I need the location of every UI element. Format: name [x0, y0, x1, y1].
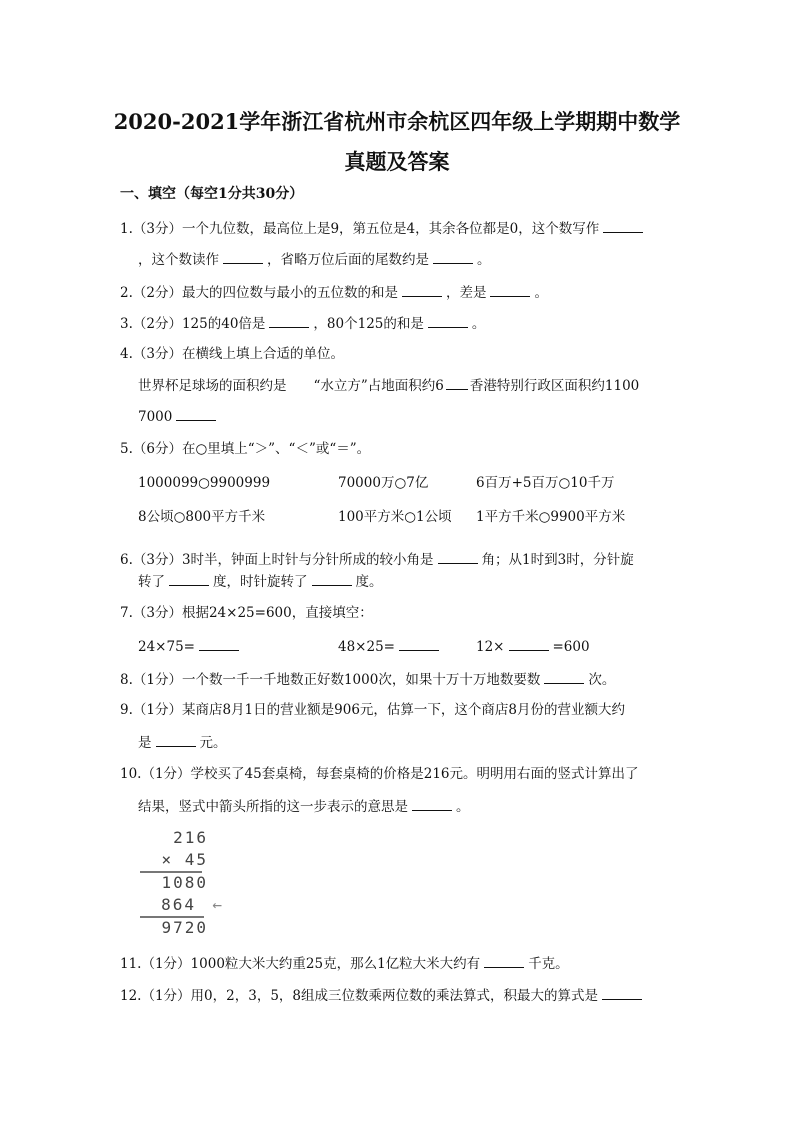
question-text: 。	[456, 799, 470, 815]
grid-cell	[138, 637, 243, 656]
question-text: 100平方米○1公顷	[338, 509, 452, 525]
question-text: 12.（1分）用0，2，3，5，8组成三位数乘两位数的乘法算式，积最大的算式是	[120, 988, 599, 1004]
question-text: 48×25=	[338, 639, 395, 655]
question-text: ，省略万位后面的尾数约是	[267, 252, 429, 268]
question-line	[138, 733, 227, 752]
question-text: 70000万○7亿	[338, 475, 429, 491]
question-text: 是	[138, 735, 152, 751]
question-line	[138, 797, 470, 816]
answer-blank	[269, 314, 309, 328]
arrow-left-icon: ←	[212, 895, 224, 914]
question-text: 世界杯足球场的面积约是 “水立方”占地面积约6	[138, 378, 444, 394]
question-text: 2.（2分）最大的四位数与最小的五位数的和是	[120, 285, 398, 301]
question-line	[138, 376, 639, 395]
question-text: 6.（3分）3时半，钟面上时针与分针所成的较小角是	[120, 552, 434, 568]
answer-blank	[544, 670, 584, 684]
section-heading: 一、填空（每空1分共30分）	[120, 186, 304, 202]
question-text: ，这个数读作	[138, 252, 219, 268]
question-text: 次。	[588, 672, 616, 688]
question-text: 千克。	[528, 956, 569, 972]
grid-cell	[476, 508, 625, 526]
question-text: 12×	[476, 639, 505, 655]
calc-partial-2: 864	[161, 895, 196, 914]
question-line	[120, 765, 639, 783]
answer-blank	[199, 637, 239, 651]
question-line	[120, 604, 373, 622]
question-text: 度，时针旋转了	[213, 574, 308, 590]
question-text: ，80个125的和是	[313, 316, 424, 332]
question-text: 1.（3分）一个九位数，最高位上是9，第五位是4，其余各位都是0，这个数写作	[120, 221, 600, 237]
answer-blank	[490, 283, 530, 297]
question-text: 1000099○9900999	[138, 475, 271, 491]
answer-blank	[428, 314, 468, 328]
answer-blank	[438, 550, 478, 564]
question-text: 。	[477, 252, 491, 268]
question-line	[120, 283, 548, 302]
document-title-line-2: 真题及答案	[344, 149, 450, 174]
grid-cell	[138, 508, 265, 526]
answer-blank	[602, 986, 642, 1000]
grid-cell	[338, 474, 428, 492]
question-line	[138, 572, 383, 591]
question-text: 。	[534, 285, 548, 301]
grid-cell	[476, 474, 614, 492]
question-text: 9.（1分）某商店8月1日的营业额是906元，估算一下，这个商店8月份的营业额大约	[120, 702, 626, 718]
answer-blank	[412, 797, 452, 811]
question-text: 5.（6分）在○里填上“＞”、“＜”或“＝”。	[120, 441, 371, 457]
answer-blank	[402, 283, 442, 297]
question-text: 7000	[138, 409, 173, 425]
answer-blank	[446, 376, 468, 390]
grid-cell	[338, 637, 443, 656]
answer-blank	[603, 219, 643, 233]
vertical-multiplication	[138, 828, 224, 938]
question-line	[120, 670, 615, 689]
question-text: 。	[471, 316, 486, 332]
grid-cell	[138, 474, 270, 492]
answer-blank	[433, 250, 473, 264]
question-text: 8.（1分）一个数一千一千地数正好数1000次，如果十万十万地数要数	[120, 672, 541, 688]
answer-blank	[223, 250, 263, 264]
question-line	[120, 345, 344, 363]
question-text: 6百万+5百万○10千万	[476, 475, 615, 491]
question-line	[138, 250, 491, 269]
question-text: 3.（2分）125的40倍是	[120, 316, 266, 332]
calc-product: 9720	[161, 918, 208, 937]
answer-blank	[509, 637, 549, 651]
question-text: 11.（1分）1000粒大米大约重25克，那么1亿粒大米大约有	[120, 956, 481, 972]
question-text: 7.（3分）根据24×25=600，直接填空：	[120, 605, 373, 621]
question-line	[120, 701, 625, 719]
question-text: 转了	[138, 574, 165, 590]
question-text: 10.（1分）学校买了45套桌椅，每套桌椅的价格是216元。明明用右面的竖式计算出了	[120, 766, 639, 782]
question-line	[138, 407, 220, 426]
calc-multiplicand: 216	[173, 828, 208, 847]
calc-partial-1: 1080	[161, 873, 208, 892]
answer-blank	[399, 637, 439, 651]
question-text: 度。	[355, 574, 383, 590]
question-line	[120, 954, 569, 973]
question-text: 4.（3分）在横线上填上合适的单位。	[120, 346, 344, 362]
question-text: 结果，竖式中箭头所指的这一步表示的意思是	[138, 799, 408, 815]
question-text: 元。	[199, 735, 227, 751]
document-title-line-1: 2020-2021学年浙江省杭州市余杭区四年级上学期期中数学	[113, 109, 681, 134]
answer-blank	[156, 733, 196, 747]
grid-cell	[476, 637, 590, 656]
question-line	[120, 440, 370, 458]
question-text: 香港特别行政区面积约1100	[469, 378, 640, 394]
question-text: =600	[552, 639, 590, 655]
question-text: 24×75=	[138, 639, 195, 655]
question-text: 1平方千米○9900平方米	[476, 509, 626, 525]
answer-blank	[312, 572, 352, 586]
question-text: 角；从1时到3时，分针旋	[481, 552, 634, 568]
question-text: 8公顷○800平方千米	[138, 509, 266, 525]
calc-multiplier: × 45	[161, 850, 208, 869]
question-line	[120, 986, 646, 1005]
question-line	[120, 219, 647, 238]
question-line	[120, 550, 634, 569]
answer-blank	[169, 572, 209, 586]
grid-cell	[338, 508, 452, 526]
question-text: ，差是	[445, 285, 487, 301]
question-line	[120, 314, 485, 333]
answer-blank	[484, 954, 524, 968]
answer-blank	[176, 407, 216, 421]
